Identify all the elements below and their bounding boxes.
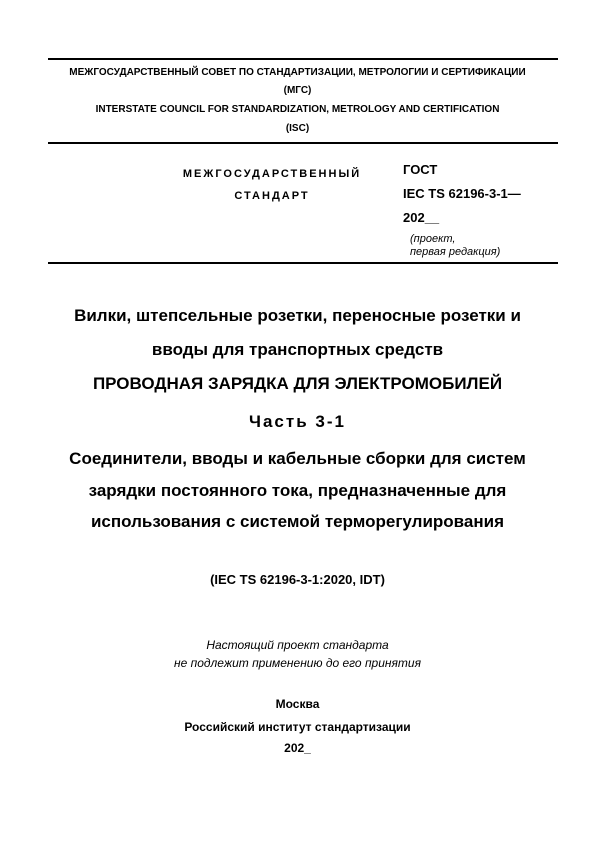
designation-rule	[48, 262, 558, 264]
subtitle-line1: Соединители, вводы и кабельные сборки для систем	[69, 449, 526, 468]
part-number: Часть 3-1	[249, 412, 346, 431]
designation-number: IEC TS 62196-3-1—	[403, 186, 521, 201]
draft-note-line2: первая редакция)	[410, 246, 501, 258]
draft-notice-line1: Настоящий проект стандарта	[206, 638, 389, 652]
subtitle-line3: использования с системой терморегулирования	[90, 512, 504, 531]
council-abbr-ru: (МГС)	[283, 85, 312, 96]
draft-note-line1: (проект,	[410, 233, 456, 245]
iec-reference: (IEC TS 62196-3-1:2020, IDT)	[210, 572, 385, 587]
publication-year: 202_	[284, 741, 311, 755]
subtitle-line2: зарядки постоянного тока, предназначенные для	[88, 481, 507, 500]
title-line1: Вилки, штепсельные розетки, переносные розетки и	[74, 306, 521, 325]
standard-type-line2: СТАНДАРТ	[234, 190, 310, 202]
council-abbr-en: (ISC)	[285, 123, 310, 134]
designation-prefix: ГОСТ	[403, 162, 438, 177]
council-name-en: INTERSTATE COUNCIL FOR STANDARDIZATION, METROLOGY AND CERTIFICATION	[95, 104, 500, 115]
title-line3: ПРОВОДНАЯ ЗАРЯДКА ДЛЯ ЭЛЕКТРОМОБИЛЕЙ	[92, 374, 503, 393]
council-name-ru: МЕЖГОСУДАРСТВЕННЫЙ СОВЕТ ПО СТАНДАРТИЗАЦИИ, МЕТРОЛОГИИ И СЕРТИФИКАЦИИ	[69, 67, 526, 78]
title-line2: вводы для транспортных средств	[151, 340, 444, 359]
publication-city: Москва	[275, 697, 320, 711]
header-rule	[48, 142, 558, 144]
top-rule	[48, 58, 558, 60]
standard-type-line1: МЕЖГОСУДАРСТВЕННЫЙ	[182, 168, 362, 180]
designation-year: 202__	[403, 210, 440, 225]
publisher-name: Российский институт стандартизации	[184, 720, 411, 734]
draft-notice-line2: не подлежит применению до его принятия	[173, 656, 421, 670]
